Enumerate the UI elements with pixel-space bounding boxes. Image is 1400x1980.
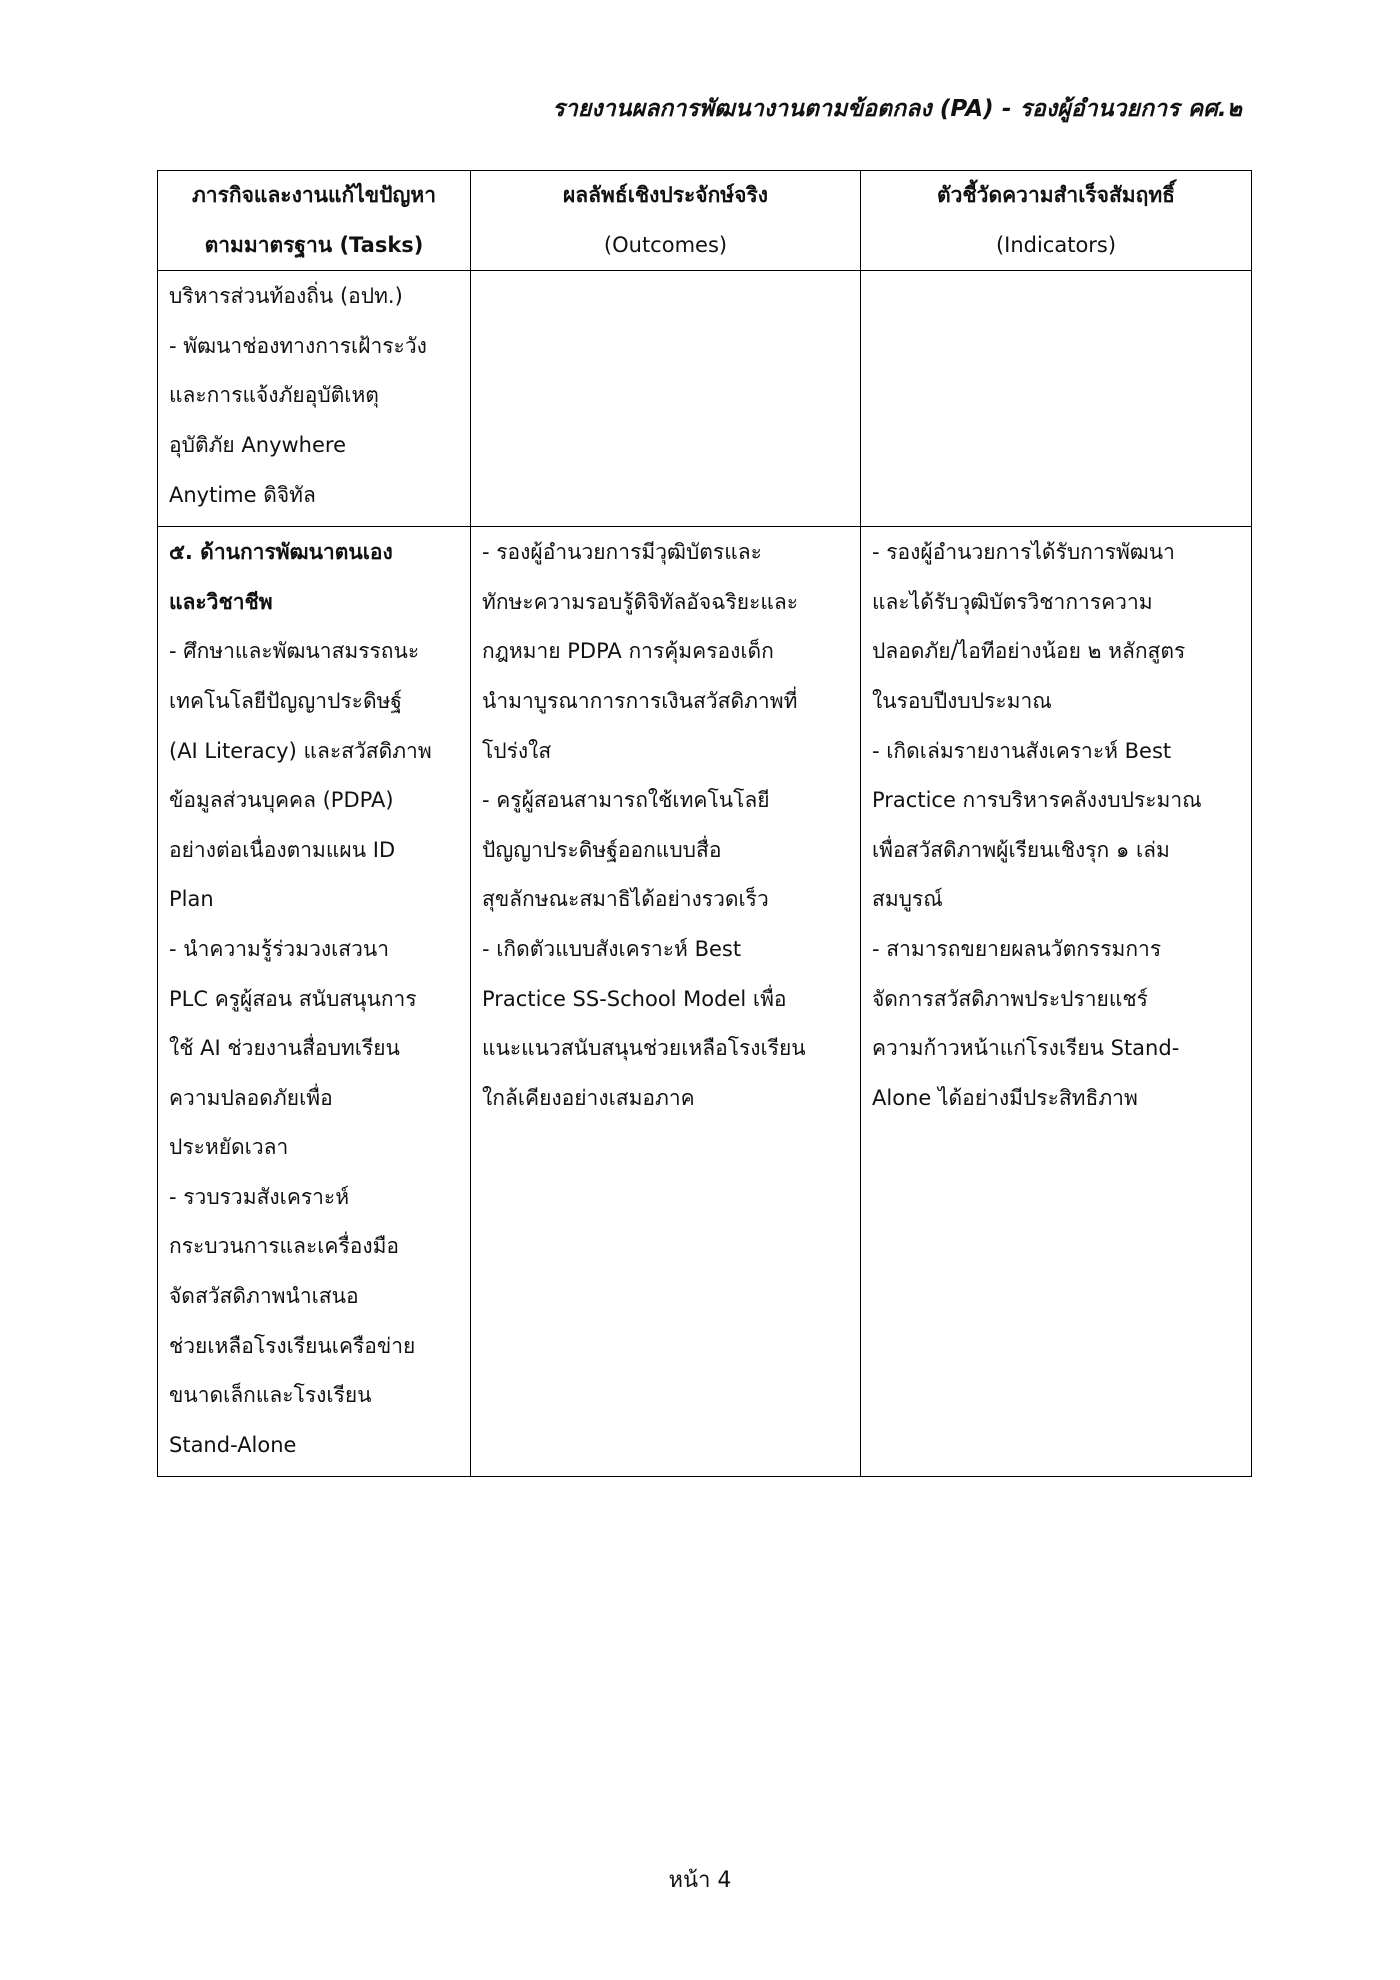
task-line: - รวบรวมสังเคราะห์ (169, 1184, 350, 1209)
task-line: อย่างต่อเนื่องตามแผน ID (169, 837, 396, 862)
column-header-indicators-line2: (Indicators) (995, 232, 1117, 257)
outcome-line: สุขลักษณะสมาธิได้อย่างรวดเร็ว (482, 887, 769, 912)
outcome-line: ปัญญาประดิษฐ์ออกแบบสื่อ (482, 837, 722, 862)
indicator-line: - รองผู้อำนวยการได้รับการพัฒนา (872, 540, 1175, 565)
cell-outcomes (471, 527, 861, 1477)
column-header-tasks-line2: ตามมาตรฐาน (Tasks) (204, 232, 424, 257)
indicator-line: Practice การบริหารคลังงบประมาณ (872, 788, 1202, 813)
outcome-line: โปร่งใส (482, 738, 552, 763)
column-header-tasks (158, 171, 471, 271)
task-line: กระบวนการและเครื่องมือ (169, 1234, 400, 1259)
outcome-line: ใกล้เคียงอย่างเสมอภาค (482, 1085, 695, 1110)
table-row (158, 271, 1252, 527)
indicator-line: จัดการสวัสดิภาพประปรายแชร์ (872, 986, 1148, 1011)
column-header-tasks-line1: ภารกิจและงานแก้ไขปัญหา (191, 183, 437, 207)
task-line: (AI Literacy) และสวัสดิภาพ (169, 738, 432, 763)
table-header-row (158, 171, 1252, 271)
cell-indicators (861, 271, 1252, 527)
task-line: อุบัติภัย Anywhere (169, 432, 347, 457)
outcome-line: - ครูผู้สอนสามารถใช้เทคโนโลยี (482, 788, 770, 813)
column-header-outcomes-line2: (Outcomes) (603, 232, 728, 257)
task-line: - ศึกษาและพัฒนาสมรรถนะ (169, 639, 420, 664)
indicator-line: ความก้าวหน้าแก่โรงเรียน Stand- (872, 1036, 1180, 1061)
outcome-line: - รองผู้อำนวยการมีวุฒิบัตรและ (482, 540, 762, 565)
report-running-header: รายงานผลการพัฒนางานตามข้อตกลง (PA) - รองผู้อำนวยการ คศ.๒ (552, 96, 1242, 122)
task-line: Plan (169, 887, 214, 912)
task-line: Stand-Alone (169, 1432, 297, 1457)
task-line: และการแจ้งภัยอุบัติเหตุ (169, 383, 379, 408)
page-number: หน้า 4 (668, 1868, 732, 1893)
indicator-line: ในรอบปีงบประมาณ (872, 688, 1052, 713)
task-section-heading-line: ๕. ด้านการพัฒนาตนเอง (169, 540, 393, 565)
task-line: ข้อมูลส่วนบุคคล (PDPA) (169, 788, 394, 813)
indicator-line: Alone ได้อย่างมีประสิทธิภาพ (872, 1085, 1138, 1110)
cell-indicators (861, 527, 1252, 1477)
outcome-line: แนะแนวสนับสนุนช่วยเหลือโรงเรียน (482, 1036, 806, 1061)
outcome-line: กฎหมาย PDPA การคุ้มครองเด็ก (482, 639, 774, 664)
indicator-line: ปลอดภัย/ไอทีอย่างน้อย ๒ หลักสูตร (872, 639, 1186, 664)
column-header-indicators (861, 171, 1252, 271)
column-header-outcomes-line1: ผลลัพธ์เชิงประจักษ์จริง (563, 183, 768, 207)
indicator-line: - เกิดเล่มรายงานสังเคราะห์ Best (872, 738, 1172, 763)
column-header-indicators-line1: ตัวชี้วัดความสำเร็จสัมฤทธิ์ (937, 183, 1175, 207)
column-header-outcomes (471, 171, 861, 271)
outcome-line: ทักษะความรอบรู้ดิจิทัลอัจฉริยะและ (482, 589, 799, 614)
indicator-line: สมบูรณ์ (872, 887, 943, 912)
task-line: Anytime ดิจิทัล (169, 482, 316, 507)
task-line: ช่วยเหลือโรงเรียนเครือข่าย (169, 1333, 416, 1358)
indicator-line: เพื่อสวัสดิภาพผู้เรียนเชิงรุก ๑ เล่ม (872, 837, 1170, 862)
task-line: เทคโนโลยีปัญญาประดิษฐ์ (169, 688, 403, 713)
task-line: ใช้ AI ช่วยงานสื่อบทเรียน (169, 1036, 400, 1061)
task-line: PLC ครูผู้สอน สนับสนุนการ (169, 986, 417, 1011)
task-section-heading-line: และวิชาชีพ (169, 589, 273, 614)
task-line: จัดสวัสดิภาพนำเสนอ (169, 1284, 359, 1309)
outcome-line: - เกิดตัวแบบสังเคราะห์ Best (482, 936, 742, 961)
table-header (158, 171, 1252, 271)
task-line: - พัฒนาช่องทางการเฝ้าระวัง (169, 333, 427, 358)
indicator-line: และได้รับวุฒิบัตรวิชาการความ (872, 589, 1153, 614)
cell-tasks (158, 527, 471, 1477)
outcome-line: Practice SS-School Model เพื่อ (482, 986, 787, 1011)
table-body (158, 271, 1252, 1477)
outcome-line: นำมาบูรณาการการเงินสวัสดิภาพที่ (482, 688, 798, 713)
pa-tasks-table (157, 170, 1252, 1477)
task-line: บริหารส่วนท้องถิ่น (อปท.) (169, 284, 403, 309)
task-line: ประหยัดเวลา (169, 1135, 289, 1160)
task-line: - นำความรู้ร่วมวงเสวนา (169, 936, 390, 961)
task-line: ความปลอดภัยเพื่อ (169, 1085, 333, 1110)
task-line: ขนาดเล็กและโรงเรียน (169, 1383, 372, 1408)
cell-tasks (158, 271, 471, 527)
cell-outcomes (471, 271, 861, 527)
table-row (158, 527, 1252, 1477)
indicator-line: - สามารถขยายผลนวัตกรรมการ (872, 936, 1162, 961)
